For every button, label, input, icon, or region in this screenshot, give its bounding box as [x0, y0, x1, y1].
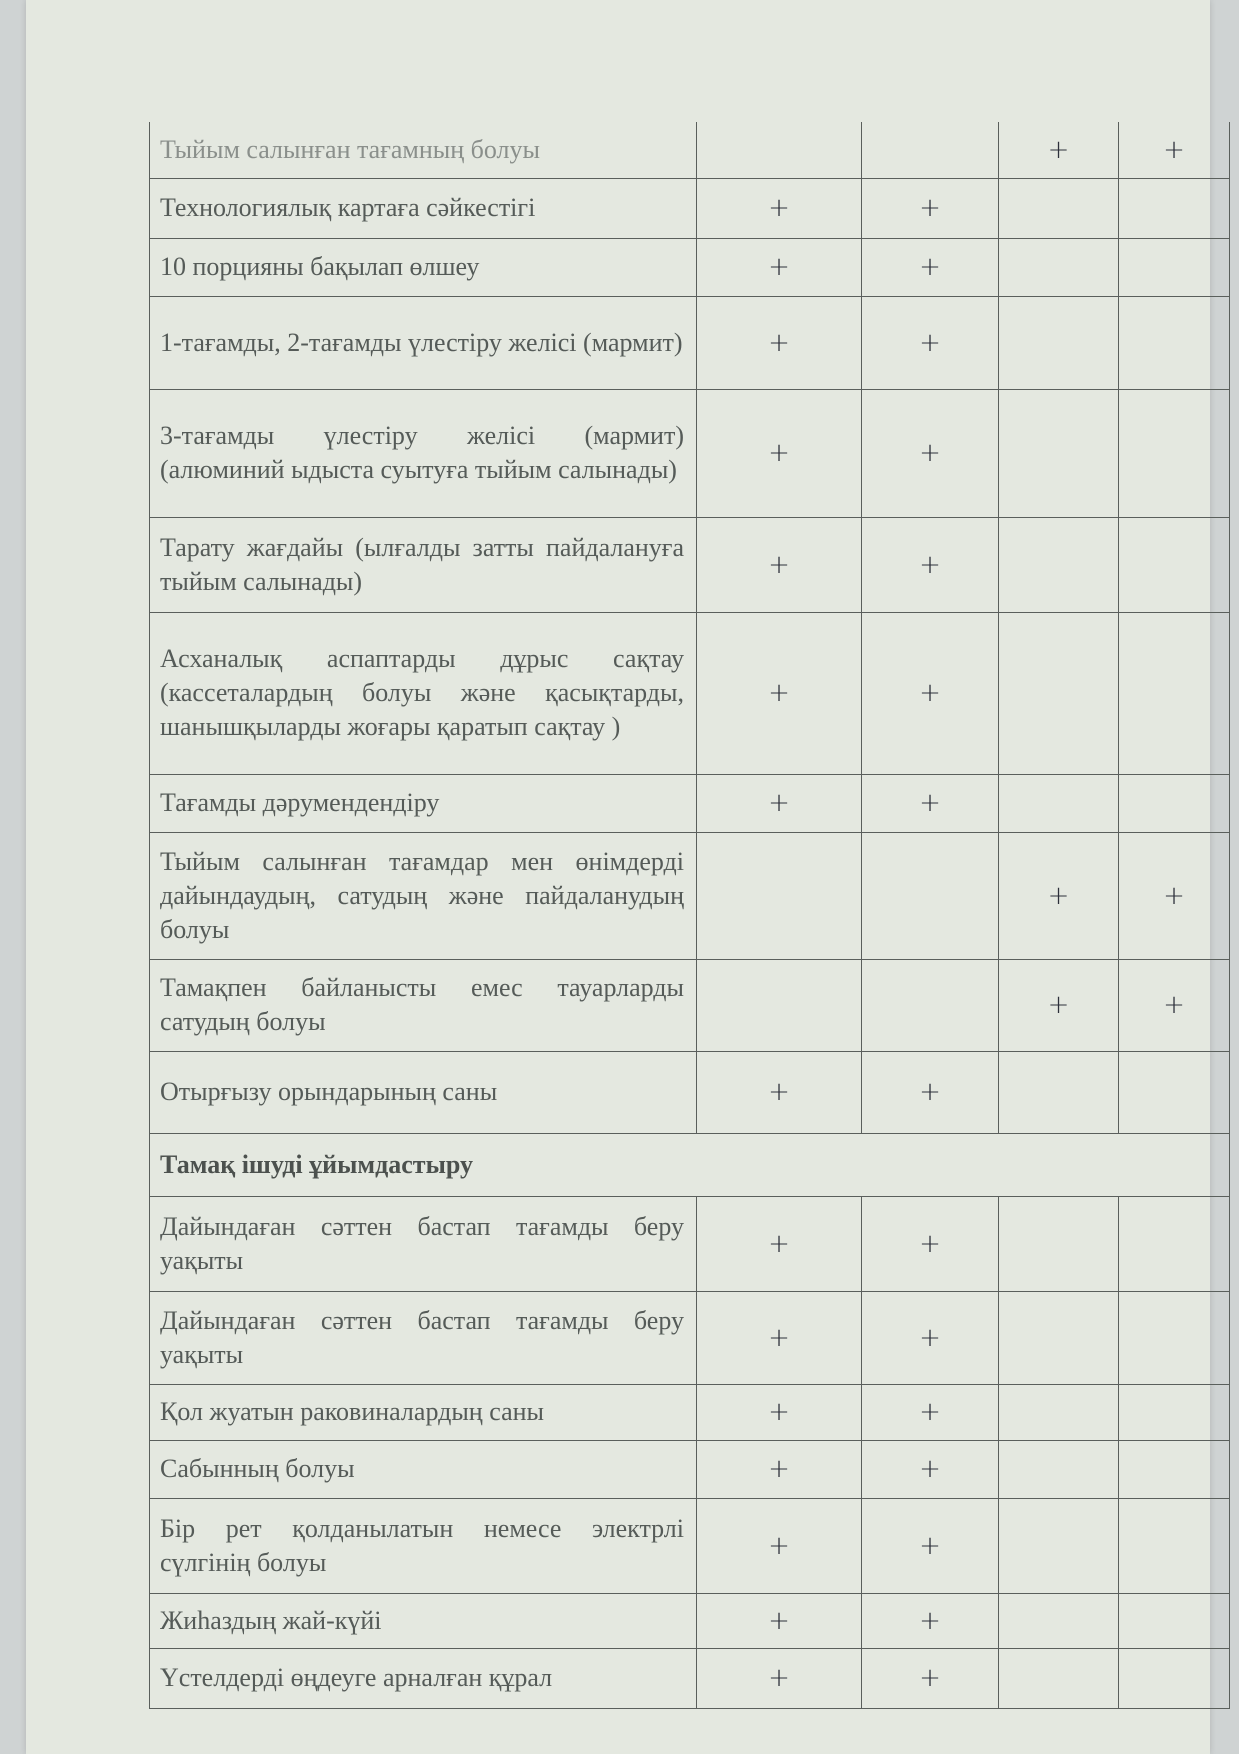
check-mark — [999, 1196, 1119, 1291]
check-mark: + — [697, 1384, 862, 1440]
table-row — [150, 832, 1230, 959]
row-label: Тарату жағдайы (ылғалды затты пайдалануға тыйым салынады) — [150, 517, 697, 612]
row-label: Үстелдерді өңдеуге арналған құрал — [150, 1648, 697, 1708]
check-mark: + — [862, 1384, 999, 1440]
check-mark — [999, 1498, 1119, 1593]
check-mark — [999, 612, 1119, 774]
row-label: 1-тағамды, 2-тағамды үлестіру желісі (мармит) — [150, 296, 697, 389]
check-mark: + — [862, 1051, 999, 1133]
table-row — [150, 1648, 1230, 1708]
section-title: Тамақ ішуді ұйымдастыру — [150, 1133, 1230, 1196]
row-label: 10 порцияны бақылап өлшеу — [150, 238, 697, 296]
check-mark — [1119, 612, 1230, 774]
check-mark: + — [697, 1291, 862, 1384]
check-mark — [1119, 1648, 1230, 1708]
table-row — [150, 612, 1230, 774]
row-label: Тыйым салынған тағамдар мен өнімдерді дайындаудың, сатудың және пайдаланудың болуы — [150, 832, 697, 959]
table-row — [150, 1051, 1230, 1133]
table-row — [150, 1498, 1230, 1593]
row-label: Бір рет қолданылатын немесе электрлі сүлгінің болуы — [150, 1498, 697, 1593]
check-mark: + — [697, 1593, 862, 1648]
check-mark: + — [697, 1051, 862, 1133]
table-row — [150, 1196, 1230, 1291]
check-mark — [999, 1051, 1119, 1133]
check-mark — [862, 832, 999, 959]
check-mark: + — [862, 1648, 999, 1708]
check-mark: + — [1119, 832, 1230, 959]
check-mark — [1119, 238, 1230, 296]
check-mark — [862, 959, 999, 1051]
check-mark: + — [862, 612, 999, 774]
check-mark: + — [999, 832, 1119, 959]
row-label: Отырғызу орындарының саны — [150, 1051, 697, 1133]
check-mark: + — [862, 389, 999, 517]
table-row — [150, 178, 1230, 238]
check-mark — [999, 296, 1119, 389]
check-mark: + — [1119, 959, 1230, 1051]
check-mark — [1119, 1498, 1230, 1593]
check-mark: + — [862, 296, 999, 389]
check-mark — [1119, 517, 1230, 612]
check-mark: + — [697, 612, 862, 774]
check-mark: + — [999, 122, 1119, 178]
check-mark: + — [697, 1648, 862, 1708]
check-mark: + — [862, 238, 999, 296]
table-row — [150, 959, 1230, 1051]
row-label: Тағамды дәрумендендіру — [150, 774, 697, 832]
check-mark — [1119, 389, 1230, 517]
check-mark: + — [862, 517, 999, 612]
table-row — [150, 517, 1230, 612]
checklist-table — [149, 122, 1230, 1709]
check-mark: + — [862, 1498, 999, 1593]
table-row — [150, 238, 1230, 296]
check-mark: + — [862, 1593, 999, 1648]
row-label: Тамақпен байланысты емес тауарларды сатудың болуы — [150, 959, 697, 1051]
check-mark — [1119, 1593, 1230, 1648]
check-mark: + — [1119, 122, 1230, 178]
check-mark: + — [697, 774, 862, 832]
check-mark: + — [697, 517, 862, 612]
row-label: Қол жуатын раковиналардың саны — [150, 1384, 697, 1440]
row-label: Дайындаған сәттен бастап тағамды беру уақыты — [150, 1291, 697, 1384]
check-mark: + — [862, 1291, 999, 1384]
check-mark — [697, 122, 862, 178]
check-mark: + — [697, 178, 862, 238]
table-row — [150, 1291, 1230, 1384]
check-mark — [999, 1648, 1119, 1708]
check-mark: + — [697, 238, 862, 296]
check-mark — [1119, 1196, 1230, 1291]
check-mark: + — [862, 1196, 999, 1291]
check-mark — [1119, 774, 1230, 832]
check-mark — [999, 389, 1119, 517]
check-mark — [1119, 296, 1230, 389]
check-mark — [999, 1440, 1119, 1498]
check-mark: + — [862, 178, 999, 238]
check-mark: + — [862, 1440, 999, 1498]
check-mark — [862, 122, 999, 178]
check-mark — [999, 517, 1119, 612]
check-mark — [999, 238, 1119, 296]
check-mark — [999, 1593, 1119, 1648]
row-label: Жиһаздың жай-күйі — [150, 1593, 697, 1648]
check-mark — [1119, 1384, 1230, 1440]
check-mark: + — [697, 1196, 862, 1291]
check-mark: + — [999, 959, 1119, 1051]
check-mark: + — [697, 1498, 862, 1593]
check-mark: + — [862, 774, 999, 832]
check-mark: + — [697, 296, 862, 389]
check-mark — [697, 832, 862, 959]
row-label: Технологиялық картаға сәйкестігі — [150, 178, 697, 238]
check-mark — [1119, 1440, 1230, 1498]
table-row — [150, 1440, 1230, 1498]
check-mark: + — [697, 389, 862, 517]
table-row — [150, 1384, 1230, 1440]
table-row — [150, 1593, 1230, 1648]
check-mark — [697, 959, 862, 1051]
row-label: Тыйым салынған тағамның болуы — [150, 122, 697, 178]
document-page — [26, 0, 1210, 1754]
table-row — [150, 122, 1230, 178]
check-mark — [999, 774, 1119, 832]
check-mark — [1119, 178, 1230, 238]
table-row — [150, 389, 1230, 517]
row-label: Дайындаған сәттен бастап тағамды беру уақыты — [150, 1196, 697, 1291]
row-label: 3-тағамды үлестіру желісі (мармит) (алюминий ыдыста суытуға тыйым салынады) — [150, 389, 697, 517]
row-label: Асханалық аспаптарды дұрыс сақтау (кассеталардың болуы және қасықтарды, шанышқыларды жоғары қаратып сақтау ) — [150, 612, 697, 774]
table-row — [150, 774, 1230, 832]
table-row — [150, 296, 1230, 389]
check-mark — [999, 1291, 1119, 1384]
check-mark — [1119, 1291, 1230, 1384]
row-label: Сабынның болуы — [150, 1440, 697, 1498]
check-mark: + — [697, 1440, 862, 1498]
check-mark — [999, 1384, 1119, 1440]
check-mark — [1119, 1051, 1230, 1133]
section-header-row — [150, 1133, 1230, 1196]
check-mark — [999, 178, 1119, 238]
